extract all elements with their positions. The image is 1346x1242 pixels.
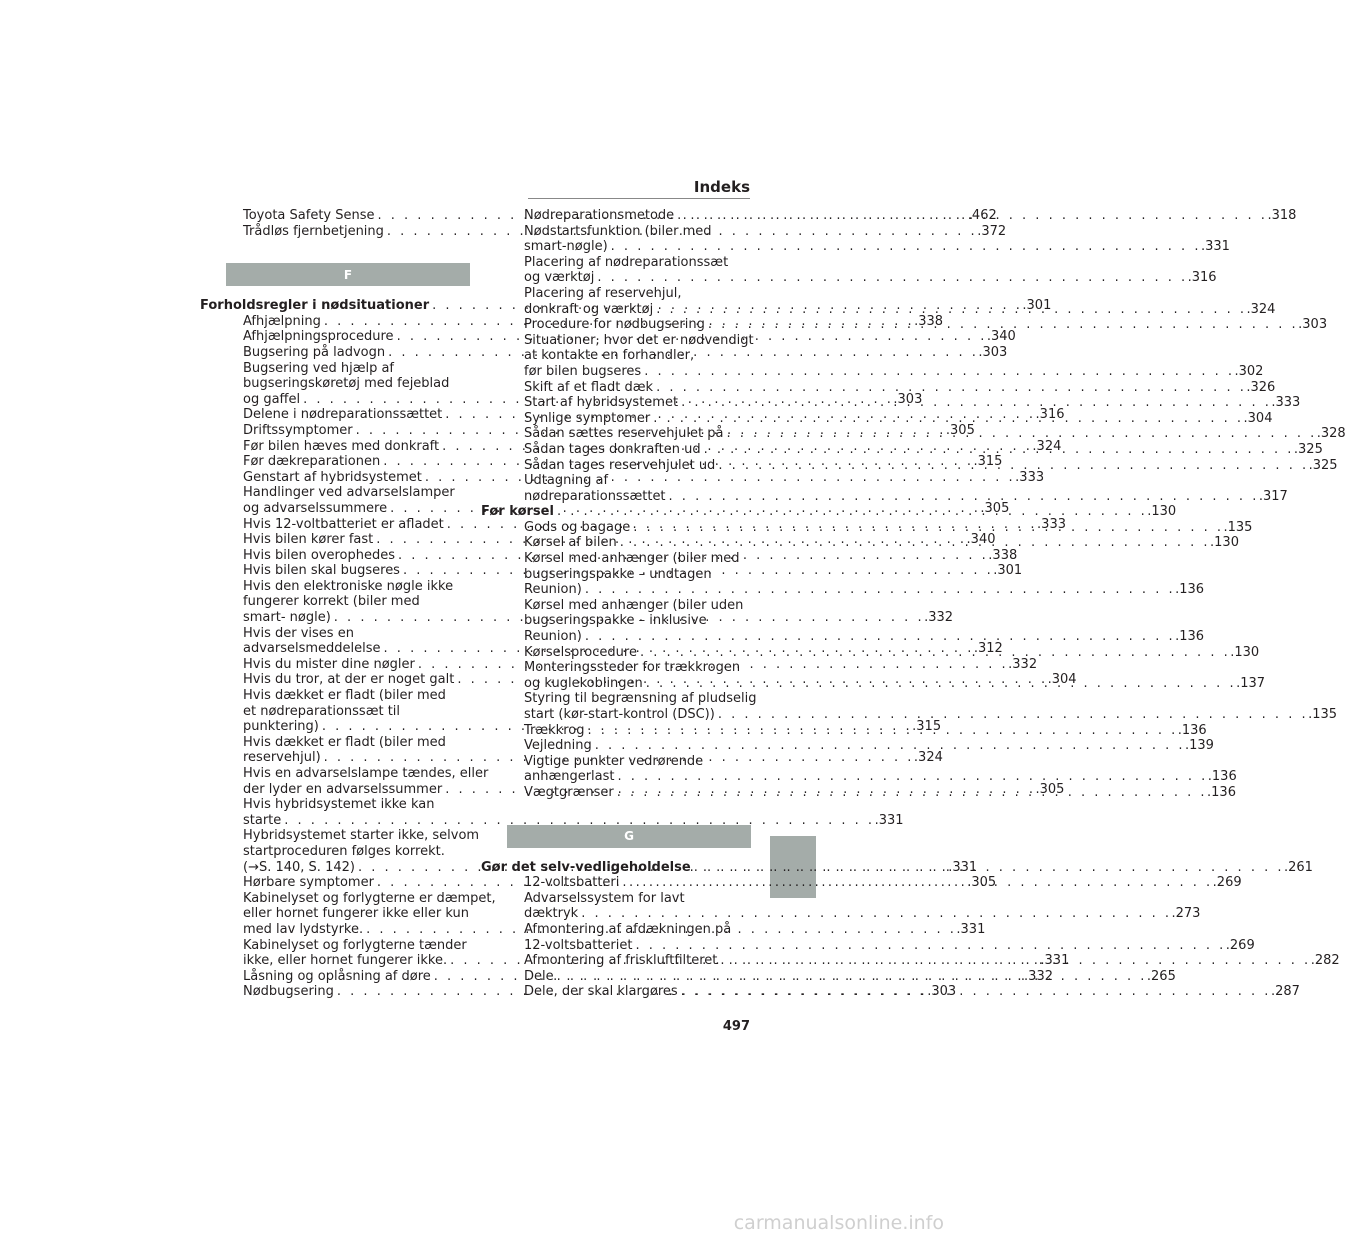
entry-label: der lyder en advarselssummer bbox=[243, 781, 443, 797]
spacer bbox=[243, 286, 470, 298]
dot-leader bbox=[594, 270, 1187, 286]
entry-label: Gør det selv-vedligeholdelse bbox=[481, 859, 691, 875]
entry-page-ref: .303 bbox=[1298, 317, 1328, 333]
entry-label: Hvis bilen skal bugseres bbox=[243, 563, 400, 579]
spacer bbox=[243, 239, 470, 263]
entry-page-ref: .331 bbox=[1040, 953, 1070, 969]
entry-label: smart- nøgle) bbox=[243, 610, 331, 626]
index-entry-text: Hvis hybridsystemet ikke kan bbox=[243, 797, 435, 813]
entry-page-ref: .303 bbox=[927, 984, 957, 1000]
entry-label: Kørselsprocedure bbox=[524, 644, 637, 660]
spacer bbox=[524, 848, 751, 860]
entry-label: anhængerlast bbox=[524, 769, 615, 785]
index-entry-text: Vigtige punkter vedrørende bbox=[524, 753, 704, 769]
entry-label: starte bbox=[243, 812, 282, 828]
dot-leader bbox=[674, 208, 1267, 224]
index-entry-text: Styring til begrænsning af pludselig bbox=[524, 691, 757, 707]
index-entry-text: Bugsering ved hjælp af bbox=[243, 360, 394, 376]
entry-label: Trækkrog bbox=[524, 722, 585, 738]
entry-page-ref: .269 bbox=[1225, 937, 1255, 953]
entry-label: Sådan tages donkraften ud bbox=[524, 441, 701, 457]
entry-label: Hørbare symptomer bbox=[243, 875, 374, 891]
entry-label: smart-nøgle) bbox=[524, 239, 608, 255]
entry-label: Toyota Safety Sense bbox=[243, 208, 375, 223]
entry-page-ref: .312 bbox=[973, 641, 1003, 657]
index-sub-entry bbox=[524, 582, 1205, 598]
dot-leader bbox=[643, 676, 1236, 692]
entry-page-ref: .265 bbox=[1146, 968, 1176, 984]
entry-page-ref: .305 bbox=[980, 500, 1010, 516]
entry-label: dæktryk bbox=[524, 906, 579, 922]
index-entry-text: Hybridsystemet starter ikke, selvom bbox=[243, 828, 480, 844]
dot-leader bbox=[578, 906, 1171, 922]
index-entry-text: Handlinger ved advarselslamper bbox=[243, 485, 455, 501]
entry-label: Bugsering på ladvogn bbox=[243, 344, 386, 360]
entry-label: nødreparationssættet bbox=[524, 488, 666, 504]
index-sub-entry bbox=[524, 270, 1217, 286]
dot-leader bbox=[617, 535, 1210, 551]
entry-label: Reunion) bbox=[524, 629, 582, 645]
entry-page-ref: .333 bbox=[1015, 469, 1045, 485]
dot-leader bbox=[653, 380, 1246, 396]
entry-label: Hvis 12-voltbatteriet er afladet bbox=[243, 516, 444, 532]
dot-leader bbox=[582, 629, 1175, 645]
index-entry-text: Monteringssteder for trækkrogen bbox=[524, 660, 741, 676]
entry-label: Afmontering af friskluftfilteret bbox=[524, 953, 718, 969]
entry-label: og gaffel bbox=[243, 391, 301, 407]
index-sub-entry bbox=[524, 239, 1230, 255]
dot-leader bbox=[705, 317, 1298, 333]
entry-page-ref: .304 bbox=[1047, 672, 1077, 688]
entry-page-ref: .302 bbox=[1234, 363, 1264, 379]
entry-page-ref: .130 bbox=[1230, 644, 1260, 660]
index-sub-entry bbox=[524, 769, 1237, 785]
index-entry-text: Afmontering af afdækningen på bbox=[524, 921, 732, 937]
entry-label: Hvis bilen overophedes bbox=[243, 547, 396, 563]
dot-leader bbox=[723, 426, 1316, 442]
entry-page-ref: .269 bbox=[1212, 875, 1242, 891]
index-entry-text: Situationer, hvor det er nødvendigt bbox=[524, 332, 754, 348]
entry-label: Før bilen hæves med donkraft bbox=[243, 438, 440, 454]
entry-label: og advarselssummere bbox=[243, 500, 388, 516]
entry-page-ref: .318 bbox=[1267, 208, 1297, 223]
index-sub-entry bbox=[524, 629, 1205, 645]
entry-page-ref: .303 bbox=[893, 391, 923, 407]
dot-leader bbox=[666, 489, 1259, 505]
entry-label: Delene i nødreparationssættet bbox=[243, 407, 443, 423]
index-entry-text: Kabinelyset og forlygterne er dæmpet, bbox=[243, 890, 496, 906]
entry-page-ref: .305 bbox=[1035, 781, 1065, 797]
index-entry-text: Placering af nødreparationssæt bbox=[524, 254, 729, 270]
page-number: 497 bbox=[722, 1019, 750, 1034]
index-entry-text: Udtagning af bbox=[524, 473, 609, 489]
index-entry-text: et nødreparationssæt til bbox=[243, 703, 401, 719]
entry-label: Synlige symptomer bbox=[524, 410, 651, 426]
dot-leader bbox=[554, 504, 1147, 520]
entry-page-ref: .462 bbox=[967, 208, 997, 223]
index-entry-text: Kørsel med anhænger (biler med bbox=[524, 551, 740, 567]
dot-leader bbox=[691, 860, 1284, 876]
dot-leader bbox=[615, 769, 1208, 785]
entry-page-ref: .130 bbox=[1147, 504, 1177, 520]
index-sub-entry bbox=[524, 707, 1338, 723]
entry-page-ref: .136 bbox=[1175, 629, 1205, 645]
entry-label: start (kør-start-kontrol (DSC)) bbox=[524, 707, 715, 722]
index-entry-text: startproceduren følges korrekt. bbox=[243, 843, 445, 859]
section-letter-bar: G bbox=[507, 825, 751, 848]
entry-page-ref: .326 bbox=[1246, 379, 1276, 395]
entry-page-ref: .273 bbox=[1171, 906, 1201, 922]
entry-page-ref: .338 bbox=[988, 547, 1018, 563]
index-sub-entry bbox=[524, 738, 1214, 754]
entry-page-ref: .136 bbox=[1207, 784, 1236, 800]
entry-page-ref: .315 bbox=[973, 454, 1003, 470]
entry-page-ref: .333 bbox=[1037, 516, 1066, 532]
index-sub-entry bbox=[524, 363, 1264, 380]
dot-leader bbox=[592, 738, 1185, 754]
index-entry-text: Kørsel med anhænger (biler uden bbox=[524, 597, 744, 613]
entry-page-ref: .317 bbox=[1258, 488, 1288, 504]
entry-page-ref: .331 bbox=[948, 859, 978, 875]
entry-label: Trådløs fjernbetjening bbox=[243, 223, 384, 239]
entry-label: Genstart af hybridsystemet bbox=[243, 469, 422, 485]
index-entry-text: Advarselssystem for lavt bbox=[524, 890, 685, 906]
dot-leader bbox=[653, 302, 1246, 318]
index-entry-text: bugseringspakke – undtagen bbox=[524, 566, 712, 582]
entry-label: Sådan tages reservehjulet ud bbox=[524, 457, 716, 473]
entry-label: Dele bbox=[524, 968, 554, 984]
entry-label: Kørsel af bilen bbox=[524, 535, 617, 551]
index-entry-text: fungerer korrekt (biler med bbox=[243, 594, 420, 610]
entry-page-ref: .301 bbox=[1022, 298, 1052, 314]
entry-label: Vægtgrænser bbox=[524, 784, 614, 800]
entry-label: med lav lydstyrke. bbox=[243, 921, 364, 937]
index-entry-text: Placering af reservehjul, bbox=[524, 285, 682, 301]
entry-page-ref: .305 bbox=[967, 875, 997, 891]
dot-leader bbox=[715, 458, 1308, 474]
index-entry-text: Hvis der vises en bbox=[243, 625, 354, 641]
dot-leader bbox=[619, 875, 1212, 891]
entry-page-ref: .325 bbox=[1308, 457, 1338, 473]
entry-page-ref: .303 bbox=[978, 344, 1008, 360]
entry-page-ref: .333 bbox=[1271, 395, 1301, 411]
entry-page-ref: .135 bbox=[1308, 707, 1338, 722]
entry-label: Nødbugsering bbox=[243, 984, 334, 1000]
entry-label: Hvis du tror, at der er noget galt bbox=[243, 672, 455, 688]
entry-label: Hvis du mister dine nøgler bbox=[243, 656, 415, 672]
entry-page-ref: .282 bbox=[1310, 953, 1340, 969]
dot-leader bbox=[678, 395, 1271, 411]
dot-leader bbox=[717, 953, 1310, 969]
section-letter-bar: F bbox=[226, 263, 470, 286]
index-entry-text: eller hornet fungerer ikke eller kun bbox=[243, 906, 469, 922]
entry-page-ref: .137 bbox=[1236, 675, 1266, 691]
index-entry-text: at kontakte en forhandler, bbox=[524, 348, 695, 364]
dot-leader bbox=[632, 938, 1225, 954]
entry-page-ref: .325 bbox=[1293, 441, 1323, 457]
entry-page-ref: .130 bbox=[1210, 535, 1239, 551]
entry-label: Afhjælpning bbox=[243, 313, 321, 329]
entry-page-ref: .304 bbox=[1243, 410, 1273, 426]
entry-page-ref: .324 bbox=[913, 750, 943, 766]
entry-page-ref: .316 bbox=[1187, 270, 1217, 286]
entry-label: og værktøj bbox=[524, 270, 595, 286]
entry-label: Før kørsel bbox=[481, 504, 554, 520]
entry-label: Vejledning bbox=[524, 738, 592, 754]
index-sub-entry bbox=[243, 812, 904, 829]
index-entry-text: Hvis en advarselslampe tændes, eller bbox=[243, 766, 489, 781]
dot-leader bbox=[641, 364, 1234, 380]
entry-page-ref: .139 bbox=[1184, 738, 1214, 754]
entry-page-ref: .136 bbox=[1175, 582, 1205, 598]
entry-page-ref: .332 bbox=[1024, 968, 1053, 984]
entry-label: punktering) bbox=[243, 719, 319, 735]
header-rule bbox=[528, 198, 750, 199]
entry-page-ref: .136 bbox=[1177, 722, 1207, 738]
entry-page-ref: .332 bbox=[1008, 656, 1038, 672]
entry-label: Forholdsregler i nødsituationer bbox=[200, 298, 430, 314]
entry-label: før bilen bugseres bbox=[524, 363, 642, 379]
index-entry-text: Hvis dækket er fladt (biler med bbox=[243, 688, 446, 704]
entry-page-ref: .316 bbox=[1035, 407, 1065, 423]
index-entry-text: Nødstartsfunktion (biler med bbox=[524, 223, 712, 239]
dot-leader bbox=[584, 723, 1177, 739]
dot-leader bbox=[582, 582, 1175, 598]
dot-leader bbox=[715, 707, 1308, 723]
entry-page-ref: .315 bbox=[912, 719, 942, 735]
index-entry-text: Kabinelyset og forlygterne tænder bbox=[243, 937, 467, 953]
dot-leader bbox=[650, 411, 1243, 427]
entry-page-ref: .287 bbox=[1270, 984, 1300, 1000]
dot-leader bbox=[678, 984, 1271, 1000]
dot-leader bbox=[701, 442, 1294, 458]
entry-label: 12-voltsbatteri bbox=[524, 875, 620, 891]
entry-page-ref: .324 bbox=[1246, 301, 1276, 317]
index-sub-entry bbox=[524, 488, 1288, 505]
entry-label: Reunion) bbox=[524, 582, 582, 598]
index-sub-entry bbox=[524, 379, 1276, 396]
dot-leader bbox=[630, 520, 1223, 536]
entry-label: donkraft og værktøj bbox=[524, 301, 654, 317]
index-entry-text: Hvis dækket er fladt (biler med bbox=[243, 734, 446, 750]
entry-label: ikke, eller hornet fungerer ikke. bbox=[243, 953, 448, 969]
dot-leader bbox=[608, 239, 1201, 255]
entry-page-ref: .331 bbox=[1200, 239, 1230, 255]
dot-leader bbox=[554, 969, 1147, 985]
dot-leader bbox=[637, 645, 1230, 661]
entry-label: Skift af et fladt dæk bbox=[524, 379, 654, 395]
entry-label: Låsning og oplåsning af døre bbox=[243, 968, 431, 984]
entry-label: Sådan sættes reservehjulet på bbox=[524, 426, 724, 442]
entry-label: og kuglekoblingen bbox=[524, 675, 643, 691]
entry-label: reservehjul) bbox=[243, 750, 321, 766]
index-entry-text: Hvis den elektroniske nøgle ikke bbox=[243, 578, 454, 594]
entry-page-ref: .372 bbox=[977, 223, 1007, 239]
entry-page-ref: .328 bbox=[1316, 426, 1346, 442]
entry-page-ref: .332 bbox=[924, 610, 954, 626]
dot-leader bbox=[614, 785, 1207, 801]
running-header-title: Indeks bbox=[693, 178, 750, 196]
entry-label: 12-voltsbatteriet bbox=[524, 937, 633, 953]
entry-label: Dele, der skal klargøres bbox=[524, 984, 678, 1000]
entry-page-ref: .135 bbox=[1223, 519, 1253, 535]
entry-page-ref: .136 bbox=[1207, 769, 1237, 785]
index-entry-text: bugseringspakke – inklusive bbox=[524, 613, 707, 629]
entry-page-ref: .301 bbox=[993, 563, 1023, 579]
entry-label: Procedure for nødbugsering bbox=[524, 317, 705, 333]
index-entry-text: bugseringskøretøj med fejeblad bbox=[243, 376, 450, 392]
entry-page-ref: .324 bbox=[1032, 438, 1062, 454]
entry-label: advarselsmeddelelse bbox=[243, 641, 381, 657]
entry-page-ref: .338 bbox=[914, 313, 944, 329]
watermark-text: carmanualsonline.info bbox=[733, 1212, 944, 1234]
entry-label: Hvis bilen kører fast bbox=[243, 532, 374, 548]
entry-page-ref: .331 bbox=[956, 921, 986, 937]
entry-page-ref: .331 bbox=[874, 812, 904, 828]
index-sub-entry bbox=[524, 937, 1255, 954]
entry-label: Gods og bagage bbox=[524, 519, 631, 535]
entry-page-ref: .305 bbox=[945, 422, 975, 438]
entry-page-ref: .261 bbox=[1283, 859, 1313, 875]
entry-label: Nødreparationsmetode bbox=[524, 208, 675, 223]
entry-label: (→S. 140, S. 142) bbox=[243, 859, 355, 875]
entry-label: Driftssymptomer bbox=[243, 422, 353, 438]
spacer bbox=[524, 801, 751, 825]
index-sub-entry bbox=[524, 906, 1201, 922]
entry-page-ref: .340 bbox=[966, 532, 996, 548]
entry-label: Start af hybridsystemet bbox=[524, 395, 679, 411]
entry-page-ref: .340 bbox=[986, 329, 1016, 345]
entry-label: Før dækreparationen bbox=[243, 454, 381, 470]
entry-label: Afhjælpningsprocedure bbox=[243, 329, 394, 345]
